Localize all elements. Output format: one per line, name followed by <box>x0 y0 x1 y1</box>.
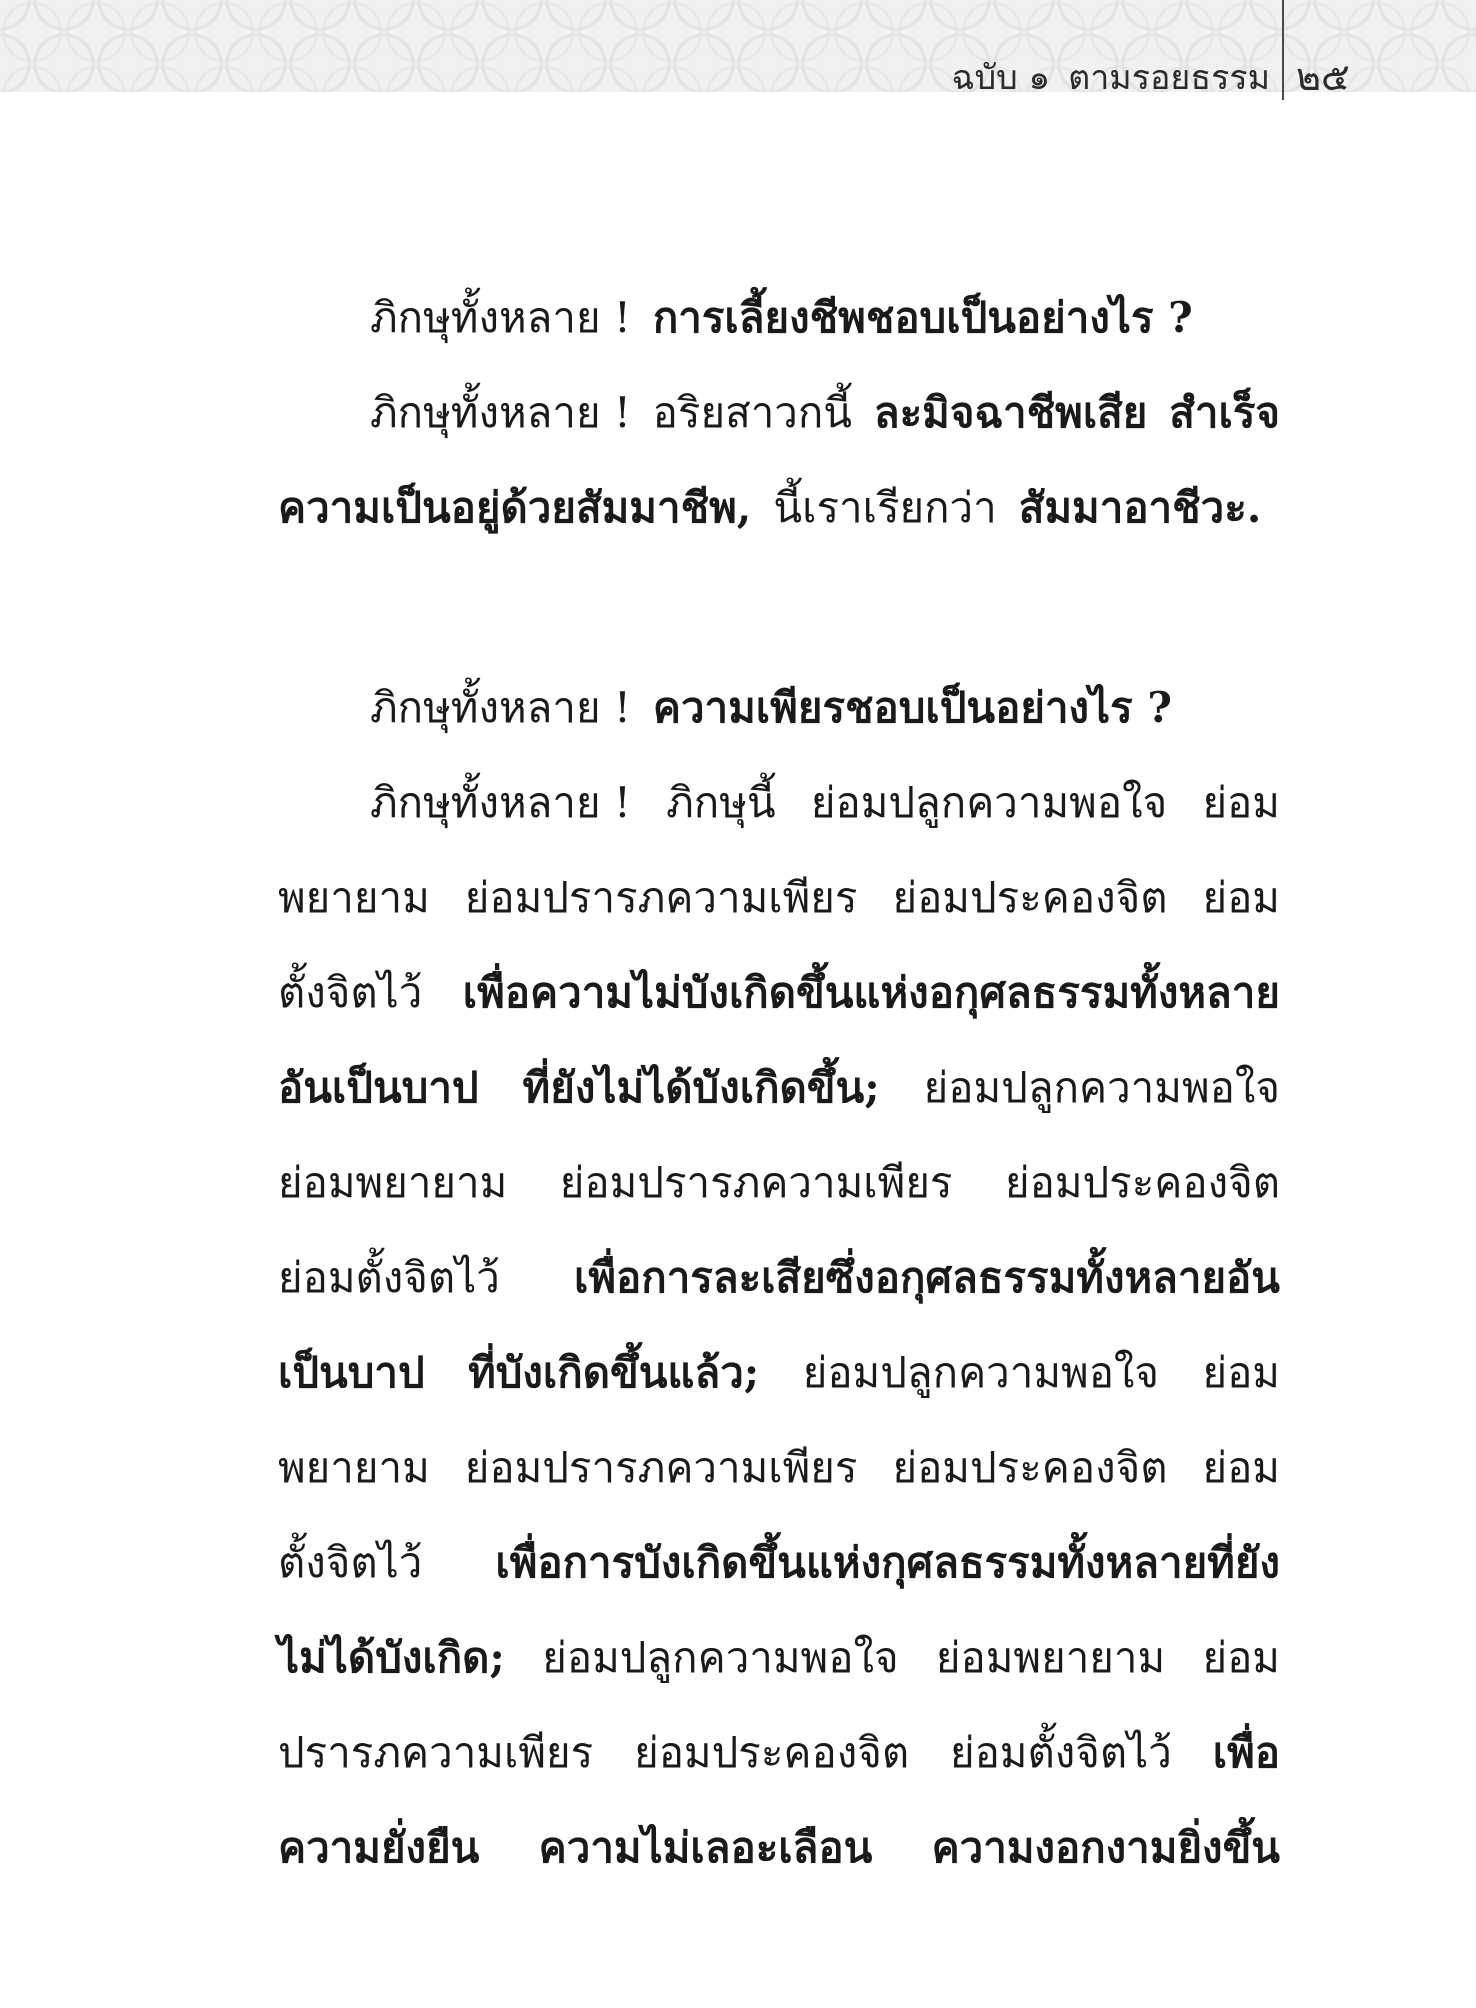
answer-line <box>278 755 1280 850</box>
answer-line <box>278 1800 1280 1895</box>
text-segment: ย่อมพยายาม <box>278 1158 508 1207</box>
text-segment: ภิกษุทั้งหลาย ! <box>370 778 631 827</box>
text-segment-bold: ความงอกงามยิ่งขึ้น <box>931 1823 1280 1872</box>
address-text: ภิกษุทั้งหลาย ! <box>370 683 631 732</box>
text-segment-bold: ความเป็นอยู่ด้วยสัมมาชีพ, <box>278 483 752 532</box>
answer-line <box>278 945 1280 1040</box>
text-segment: ย่อมปรารภความเพียร <box>464 1443 858 1492</box>
section-right-effort <box>278 660 1280 1895</box>
text-segment: ปรารภความเพียร <box>278 1728 594 1777</box>
text-segment: ย่อมปรารภความเพียร <box>559 1158 953 1207</box>
text-segment: ย่อมประคองจิต <box>1004 1158 1280 1207</box>
text-segment: ตั้งจิตไว้ <box>278 968 423 1017</box>
answer-line <box>278 365 1280 460</box>
text-segment: ภิกษุนี้ <box>666 778 776 827</box>
question-line <box>278 660 1280 755</box>
text-segment-bold: เพื่อการบังเกิดขึ้นแห่งกุศลธรรมทั้งหลายที่ยัง <box>495 1538 1280 1587</box>
answer-line <box>278 850 1280 945</box>
text-segment-bold: อันเป็นบาป <box>278 1063 479 1112</box>
text-segment-bold: เป็นบาป <box>278 1348 425 1397</box>
text-segment-bold: ละมิจฉาชีพเสีย <box>873 388 1148 437</box>
text-segment: ย่อม <box>1202 1443 1280 1492</box>
question-text: ความเพียรชอบเป็นอย่างไร ? <box>652 683 1172 732</box>
answer-line <box>278 460 1280 555</box>
text-segment: ย่อมปรารภความเพียร <box>464 873 858 922</box>
text-segment: อริยสาวกนี้ <box>652 388 853 437</box>
answer-line <box>278 1040 1280 1135</box>
text-segment-bold: ความยั่งยืน <box>278 1823 480 1872</box>
text-segment: ย่อมตั้งจิตไว้ <box>949 1728 1172 1777</box>
text-segment: ย่อม <box>1202 873 1280 922</box>
text-segment: ย่อมพยายาม <box>935 1633 1166 1682</box>
answer-line <box>278 1705 1280 1800</box>
text-segment-bold: ไม่ได้บังเกิด; <box>278 1633 505 1682</box>
text-segment-bold: เพื่อความไม่บังเกิดขึ้นแห่งอกุศลธรรมทั้งหลาย <box>462 968 1280 1017</box>
text-segment-bold: ความไม่เลอะเลือน <box>538 1823 873 1872</box>
answer-line <box>278 1230 1280 1325</box>
text-segment: ย่อมประคองจิต <box>892 1443 1168 1492</box>
question-line <box>278 270 1280 365</box>
answer-line <box>278 1420 1280 1515</box>
answer-line <box>278 1325 1280 1420</box>
answer-line <box>278 1515 1280 1610</box>
running-head <box>933 58 1270 98</box>
text-segment: ย่อมปลูกความพอใจ <box>542 1633 899 1682</box>
text-segment: ย่อมปลูกความพอใจ <box>923 1063 1280 1112</box>
text-segment-bold: เพื่อการละเสียซึ่งอกุศลธรรมทั้งหลายอัน <box>574 1253 1280 1302</box>
text-segment: ย่อมประคองจิต <box>892 873 1168 922</box>
header-divider <box>1282 0 1284 100</box>
text-segment: ย่อมปลูกความพอใจ <box>802 1348 1160 1397</box>
answer-line <box>278 1610 1280 1705</box>
text-segment: พยายาม <box>278 1443 430 1492</box>
text-segment: พยายาม <box>278 873 430 922</box>
section-right-livelihood <box>278 270 1280 555</box>
volume-label: ฉบับ ๑ <box>951 58 1051 98</box>
answer-line <box>278 1135 1280 1230</box>
text-segment: นี้เราเรียกว่า <box>773 483 997 532</box>
text-segment: ย่อมตั้งจิตไว้ <box>278 1253 500 1302</box>
text-segment: ย่อมปลูกความพอใจ <box>810 778 1168 827</box>
page-number: ๒๕ <box>1296 55 1350 99</box>
text-segment: ตั้งจิตไว้ <box>278 1538 423 1587</box>
book-title: ตามรอยธรรม <box>1068 58 1270 98</box>
text-segment: ย่อม <box>1202 1348 1280 1397</box>
question-text: การเลี้ยงชีพชอบเป็นอย่างไร ? <box>652 293 1193 342</box>
text-segment-bold: ที่ยังไม่ได้บังเกิดขึ้น; <box>522 1063 880 1112</box>
text-segment-bold: เพื่อ <box>1212 1728 1280 1777</box>
address-text: ภิกษุทั้งหลาย ! <box>370 293 631 342</box>
text-segment: ย่อมประคองจิต <box>634 1728 910 1777</box>
text-segment-bold: ที่บังเกิดขึ้นแล้ว; <box>468 1348 760 1397</box>
text-segment-bold: สัมมาอาชีวะ. <box>1018 483 1262 532</box>
text-segment: ย่อม <box>1202 778 1280 827</box>
text-segment: ภิกษุทั้งหลาย ! <box>370 388 631 437</box>
text-segment: ย่อม <box>1202 1633 1280 1682</box>
text-segment-bold: สำเร็จ <box>1169 388 1280 437</box>
